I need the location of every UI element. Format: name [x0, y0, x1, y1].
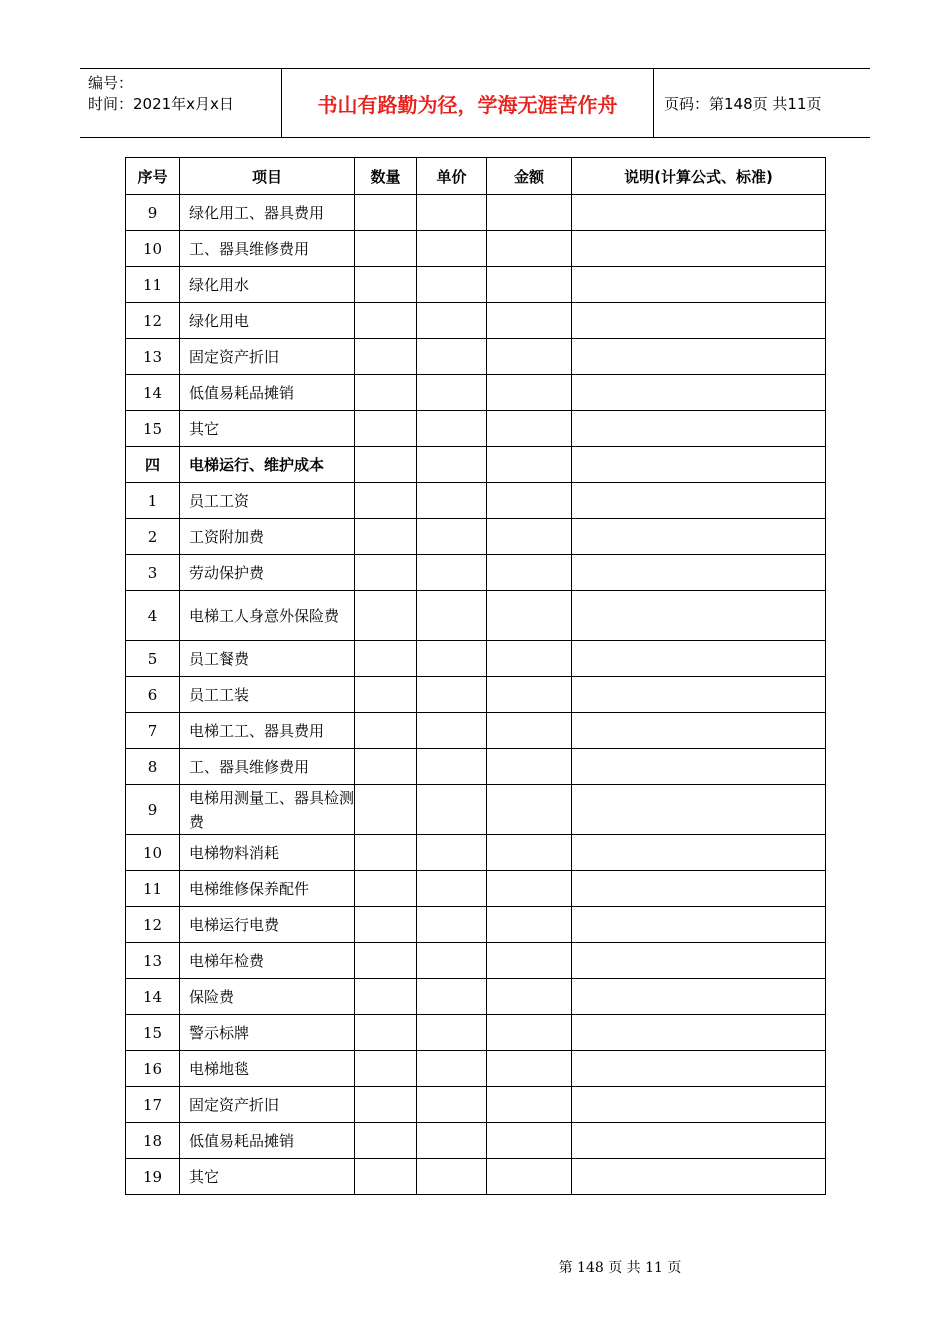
- quantity-cell[interactable]: [355, 555, 417, 591]
- row-item: 电梯用测量工、器具检测费: [180, 785, 355, 835]
- unit-price-cell[interactable]: [417, 713, 487, 749]
- quantity-cell[interactable]: [355, 785, 417, 835]
- unit-price-cell[interactable]: [417, 641, 487, 677]
- notes-cell[interactable]: [572, 303, 826, 339]
- amount-cell[interactable]: [487, 519, 572, 555]
- row-item: 电梯工人身意外保险费: [180, 591, 355, 641]
- notes-cell[interactable]: [572, 1051, 826, 1087]
- unit-price-cell[interactable]: [417, 483, 487, 519]
- quantity-cell[interactable]: [355, 713, 417, 749]
- row-item: 低值易耗品摊销: [180, 1123, 355, 1159]
- row-item: 绿化用电: [180, 303, 355, 339]
- time-label: 时间：2021年x月x日: [88, 95, 234, 113]
- amount-cell[interactable]: [487, 1159, 572, 1195]
- row-number: 6: [126, 677, 180, 713]
- table-row: [126, 231, 826, 267]
- notes-cell[interactable]: [572, 713, 826, 749]
- row-number: 15: [126, 411, 180, 447]
- table-header-row: [126, 158, 826, 195]
- row-number: 11: [126, 267, 180, 303]
- row-item: 其它: [180, 411, 355, 447]
- col-header-unit-price: 单价: [417, 158, 487, 195]
- notes-cell[interactable]: [572, 871, 826, 907]
- page-footer: 第 148 页 共 11 页: [558, 1260, 682, 1276]
- row-item: 员工餐费: [180, 641, 355, 677]
- row-item: 电梯运行电费: [180, 907, 355, 943]
- quantity-cell[interactable]: [355, 339, 417, 375]
- table-row: [126, 1051, 826, 1087]
- quantity-cell[interactable]: [355, 677, 417, 713]
- row-item: 电梯地毯: [180, 1051, 355, 1087]
- notes-cell[interactable]: [572, 231, 826, 267]
- amount-cell[interactable]: [487, 713, 572, 749]
- quantity-cell[interactable]: [355, 1159, 417, 1195]
- unit-price-cell[interactable]: [417, 447, 487, 483]
- unit-price-cell[interactable]: [417, 943, 487, 979]
- amount-cell[interactable]: [487, 785, 572, 835]
- amount-cell[interactable]: [487, 1087, 572, 1123]
- notes-cell[interactable]: [572, 195, 826, 231]
- table-row: [126, 555, 826, 591]
- col-header-amount: 金额: [487, 158, 572, 195]
- row-number: 9: [126, 195, 180, 231]
- notes-cell[interactable]: [572, 483, 826, 519]
- row-number: 2: [126, 519, 180, 555]
- unit-price-cell[interactable]: [417, 231, 487, 267]
- quantity-cell[interactable]: [355, 1015, 417, 1051]
- notes-cell[interactable]: [572, 979, 826, 1015]
- unit-price-cell[interactable]: [417, 979, 487, 1015]
- notes-cell[interactable]: [572, 907, 826, 943]
- row-item: 低值易耗品摊销: [180, 375, 355, 411]
- table-row: [126, 303, 826, 339]
- table-row: [126, 267, 826, 303]
- unit-price-cell[interactable]: [417, 267, 487, 303]
- row-item: 警示标牌: [180, 1015, 355, 1051]
- unit-price-cell[interactable]: [417, 375, 487, 411]
- amount-cell[interactable]: [487, 1051, 572, 1087]
- row-number: 7: [126, 713, 180, 749]
- row-number: 12: [126, 907, 180, 943]
- row-number: 10: [126, 231, 180, 267]
- row-number: 16: [126, 1051, 180, 1087]
- unit-price-cell[interactable]: [417, 519, 487, 555]
- table-row: [126, 1015, 826, 1051]
- row-item: 电梯工工、器具费用: [180, 713, 355, 749]
- quantity-cell[interactable]: [355, 641, 417, 677]
- table-row: [126, 483, 826, 519]
- amount-cell[interactable]: [487, 375, 572, 411]
- table-row: [126, 1123, 826, 1159]
- unit-price-cell[interactable]: [417, 835, 487, 871]
- quantity-cell[interactable]: [355, 907, 417, 943]
- amount-cell[interactable]: [487, 267, 572, 303]
- amount-cell[interactable]: [487, 591, 572, 641]
- notes-cell[interactable]: [572, 411, 826, 447]
- table-row: [126, 447, 826, 483]
- quantity-cell[interactable]: [355, 979, 417, 1015]
- amount-cell[interactable]: [487, 483, 572, 519]
- unit-price-cell[interactable]: [417, 907, 487, 943]
- amount-cell[interactable]: [487, 231, 572, 267]
- amount-cell[interactable]: [487, 339, 572, 375]
- notes-cell[interactable]: [572, 555, 826, 591]
- quantity-cell[interactable]: [355, 195, 417, 231]
- table-row: [126, 943, 826, 979]
- row-number: 17: [126, 1087, 180, 1123]
- notes-cell[interactable]: [572, 835, 826, 871]
- row-number: 14: [126, 375, 180, 411]
- col-header-no: 序号: [126, 158, 180, 195]
- unit-price-cell[interactable]: [417, 1123, 487, 1159]
- amount-cell[interactable]: [487, 555, 572, 591]
- row-number: 11: [126, 871, 180, 907]
- table-row: [126, 907, 826, 943]
- table-row: [126, 785, 826, 835]
- quantity-cell[interactable]: [355, 835, 417, 871]
- notes-cell[interactable]: [572, 677, 826, 713]
- notes-cell[interactable]: [572, 375, 826, 411]
- row-item: 保险费: [180, 979, 355, 1015]
- row-number: 12: [126, 303, 180, 339]
- row-number: 3: [126, 555, 180, 591]
- quantity-cell[interactable]: [355, 749, 417, 785]
- table-row: [126, 375, 826, 411]
- table-row: [126, 835, 826, 871]
- unit-price-cell[interactable]: [417, 1087, 487, 1123]
- quantity-cell[interactable]: [355, 447, 417, 483]
- row-item: 绿化用工、器具费用: [180, 195, 355, 231]
- amount-cell[interactable]: [487, 943, 572, 979]
- quantity-cell[interactable]: [355, 591, 417, 641]
- row-item: 其它: [180, 1159, 355, 1195]
- row-number: 9: [126, 785, 180, 835]
- row-number: 四: [126, 447, 180, 483]
- row-number: 10: [126, 835, 180, 871]
- unit-price-cell[interactable]: [417, 871, 487, 907]
- table-row: [126, 713, 826, 749]
- amount-cell[interactable]: [487, 979, 572, 1015]
- unit-price-cell[interactable]: [417, 339, 487, 375]
- notes-cell[interactable]: [572, 749, 826, 785]
- row-item: 劳动保护费: [180, 555, 355, 591]
- amount-cell[interactable]: [487, 303, 572, 339]
- row-item: 固定资产折旧: [180, 1087, 355, 1123]
- row-number: 8: [126, 749, 180, 785]
- row-number: 13: [126, 943, 180, 979]
- table-row: [126, 591, 826, 641]
- unit-price-cell[interactable]: [417, 1051, 487, 1087]
- quantity-cell[interactable]: [355, 1087, 417, 1123]
- quantity-cell[interactable]: [355, 375, 417, 411]
- unit-price-cell[interactable]: [417, 677, 487, 713]
- row-number: 1: [126, 483, 180, 519]
- header-page-info: 页码：第148页 共11页: [664, 94, 822, 113]
- row-number: 15: [126, 1015, 180, 1051]
- unit-price-cell[interactable]: [417, 1159, 487, 1195]
- notes-cell[interactable]: [572, 1159, 826, 1195]
- unit-price-cell[interactable]: [417, 411, 487, 447]
- notes-cell[interactable]: [572, 1123, 826, 1159]
- quantity-cell[interactable]: [355, 943, 417, 979]
- quantity-cell[interactable]: [355, 519, 417, 555]
- row-item: 电梯年检费: [180, 943, 355, 979]
- row-number: 14: [126, 979, 180, 1015]
- amount-cell[interactable]: [487, 411, 572, 447]
- notes-cell[interactable]: [572, 519, 826, 555]
- page-header: [80, 68, 870, 138]
- col-header-item: 项目: [180, 158, 355, 195]
- table-row: [126, 1087, 826, 1123]
- quantity-cell[interactable]: [355, 411, 417, 447]
- row-number: 18: [126, 1123, 180, 1159]
- notes-cell[interactable]: [572, 641, 826, 677]
- quantity-cell[interactable]: [355, 483, 417, 519]
- row-item: 电梯物料消耗: [180, 835, 355, 871]
- quantity-cell[interactable]: [355, 1123, 417, 1159]
- table-row: [126, 677, 826, 713]
- notes-cell[interactable]: [572, 943, 826, 979]
- unit-price-cell[interactable]: [417, 195, 487, 231]
- amount-cell[interactable]: [487, 1015, 572, 1051]
- table-row: [126, 339, 826, 375]
- col-header-quantity: 数量: [355, 158, 417, 195]
- table-row: [126, 641, 826, 677]
- unit-price-cell[interactable]: [417, 749, 487, 785]
- table-row: [126, 411, 826, 447]
- quantity-cell[interactable]: [355, 267, 417, 303]
- row-item: 电梯维修保养配件: [180, 871, 355, 907]
- quantity-cell[interactable]: [355, 231, 417, 267]
- table-row: [126, 871, 826, 907]
- cost-table: [125, 157, 826, 1195]
- header-meta: [80, 69, 282, 137]
- unit-price-cell[interactable]: [417, 591, 487, 641]
- row-item: 工、器具维修费用: [180, 749, 355, 785]
- quantity-cell[interactable]: [355, 1051, 417, 1087]
- table-row: [126, 519, 826, 555]
- notes-cell[interactable]: [572, 785, 826, 835]
- notes-cell[interactable]: [572, 339, 826, 375]
- row-item: 员工工资: [180, 483, 355, 519]
- row-number: 4: [126, 591, 180, 641]
- amount-cell[interactable]: [487, 641, 572, 677]
- notes-cell[interactable]: [572, 1015, 826, 1051]
- amount-cell[interactable]: [487, 871, 572, 907]
- notes-cell[interactable]: [572, 267, 826, 303]
- row-item: 电梯运行、维护成本: [180, 447, 355, 483]
- amount-cell[interactable]: [487, 447, 572, 483]
- notes-cell[interactable]: [572, 1087, 826, 1123]
- row-number: 19: [126, 1159, 180, 1195]
- quantity-cell[interactable]: [355, 871, 417, 907]
- row-item: 员工工装: [180, 677, 355, 713]
- row-item: 工资附加费: [180, 519, 355, 555]
- row-item: 固定资产折旧: [180, 339, 355, 375]
- table-row: [126, 1159, 826, 1195]
- amount-cell[interactable]: [487, 1123, 572, 1159]
- quantity-cell[interactable]: [355, 303, 417, 339]
- row-item: 工、器具维修费用: [180, 231, 355, 267]
- table-row: [126, 979, 826, 1015]
- unit-price-cell[interactable]: [417, 1015, 487, 1051]
- amount-cell[interactable]: [487, 835, 572, 871]
- unit-price-cell[interactable]: [417, 303, 487, 339]
- row-number: 5: [126, 641, 180, 677]
- notes-cell[interactable]: [572, 591, 826, 641]
- col-header-notes: 说明(计算公式、标准): [572, 158, 826, 195]
- amount-cell[interactable]: [487, 749, 572, 785]
- row-item: 绿化用水: [180, 267, 355, 303]
- amount-cell[interactable]: [487, 195, 572, 231]
- number-label: 编号：: [88, 74, 134, 92]
- table-row: [126, 749, 826, 785]
- header-motto: 书山有路勤为径，学海无涯苦作舟: [282, 69, 654, 137]
- amount-cell[interactable]: [487, 677, 572, 713]
- row-number: 13: [126, 339, 180, 375]
- table-row: [126, 195, 826, 231]
- notes-cell[interactable]: [572, 447, 826, 483]
- amount-cell[interactable]: [487, 907, 572, 943]
- unit-price-cell[interactable]: [417, 555, 487, 591]
- unit-price-cell[interactable]: [417, 785, 487, 835]
